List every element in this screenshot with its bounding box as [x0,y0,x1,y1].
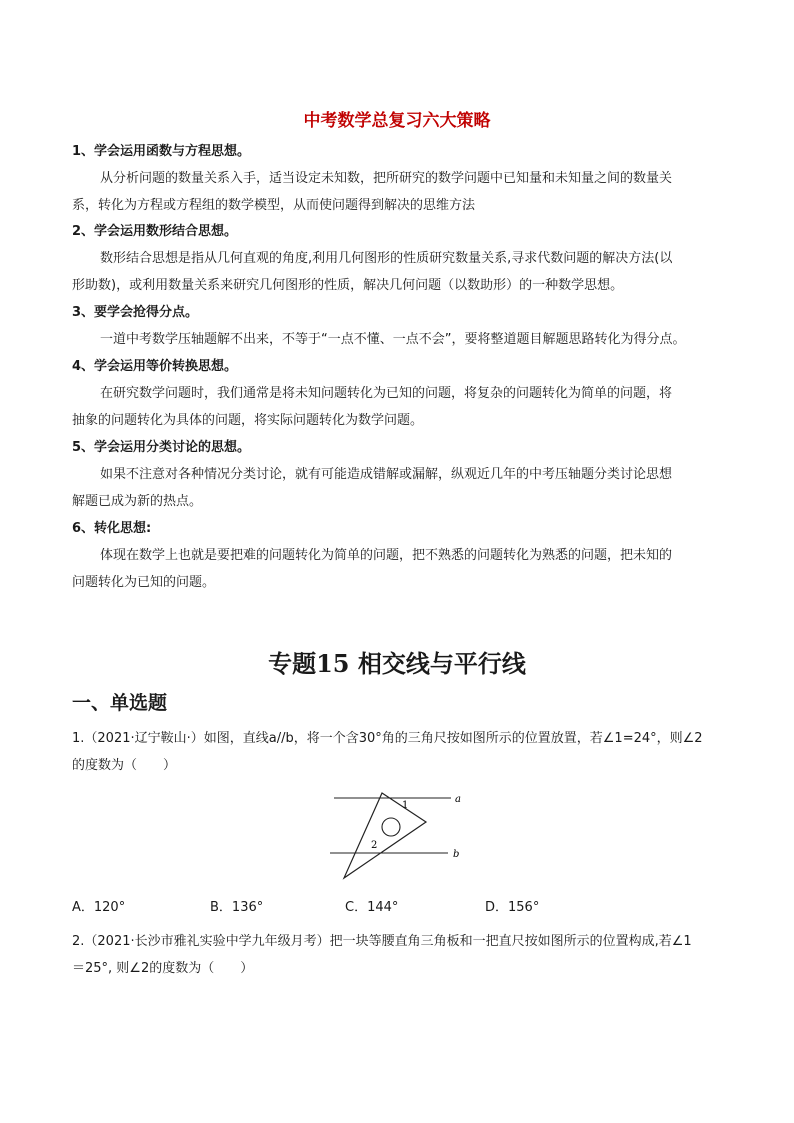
choice-a: A．120° [72,900,126,915]
strategy-heading-6: 6、转化思想: [72,521,152,536]
strategy-text-1b: 系，转化为方程或方程组的数学模型，从而使问题得到解决的思维方法 [72,198,476,213]
strategy-heading-2: 2、学会运用数形结合思想。 [72,224,238,239]
angle-label-2: 2 [371,840,378,851]
strategy-text-6a: 体现在数学上也就是要把难的问题转化为简单的问题，把不熟悉的问题转化为熟悉的问题，把未知的 [100,548,673,563]
choice-d: D．156° [485,900,540,915]
question-2-line-1: 2.（2021·长沙市雅礼实验中学九年级月考）把一块等腰直角三角板和一把直尺按如图所示的位置构成,若∠1 [72,934,692,949]
strategy-text-5a: 如果不注意对各种情况分类讨论，就有可能造成错解或漏解，纵观近几年的中考压轴题分类讨论思想 [100,467,673,482]
strategy-heading-5: 5、学会运用分类讨论的思想。 [72,440,251,455]
angle-label-1: 1 [402,800,409,811]
question-1-line-2: 的度数为（ ） [72,758,177,773]
strategy-text-4b: 抽象的问题转化为具体的问题，将实际问题转化为数学问题。 [72,413,424,428]
strategy-text-1a: 从分析问题的数量关系入手，适当设定未知数，把所研究的数学问题中已知量和未知量之间的数量关 [100,171,673,186]
document-title: 中考数学总复习六大策略 [303,111,491,131]
question-1-figure [326,785,476,880]
choice-c: C．144° [345,900,399,915]
label-a: a [455,794,461,805]
choice-b: B．136° [210,900,264,915]
strategy-text-5b: 解题已成为新的热点。 [72,494,203,509]
strategy-heading-3: 3、要学会抢得分点。 [72,305,199,320]
question-1-line-1: 1.（2021·辽宁鞍山·）如图，直线a//b，将一个含30°角的三角尺按如图所示的位置放置，若∠1=24°，则∠2 [72,731,703,746]
label-b: b [453,849,460,860]
strategy-text-4a: 在研究数学问题时，我们通常是将未知问题转化为已知的问题，将复杂的问题转化为简单的问题，将 [100,386,673,401]
topic-title: 专题15 相交线与平行线 [268,649,526,678]
question-2-line-2: ＝25°, 则∠2的度数为（ ） [72,961,254,976]
strategy-heading-1: 1、学会运用函数与方程思想。 [72,144,251,159]
strategy-text-2a: 数形结合思想是指从几何直观的角度,利用几何图形的性质研究数量关系,寻求代数问题的解决方法(以 [100,251,673,266]
triangle-hole [382,818,400,836]
strategy-text-2b: 形助数)，或利用数量关系来研究几何图形的性质，解决几何问题（以数助形）的一种数学思想。 [72,278,624,293]
strategy-text-3a: 一道中考数学压轴题解不出来，不等于“一点不懂、一点不会”，要将整道题目解题思路转化为得分点。 [100,332,686,347]
strategy-heading-4: 4、学会运用等价转换思想。 [72,359,238,374]
triangle-ruler [344,793,426,878]
section-title: 一、单选题 [72,692,168,714]
strategy-text-6b: 问题转化为已知的问题。 [72,575,216,590]
